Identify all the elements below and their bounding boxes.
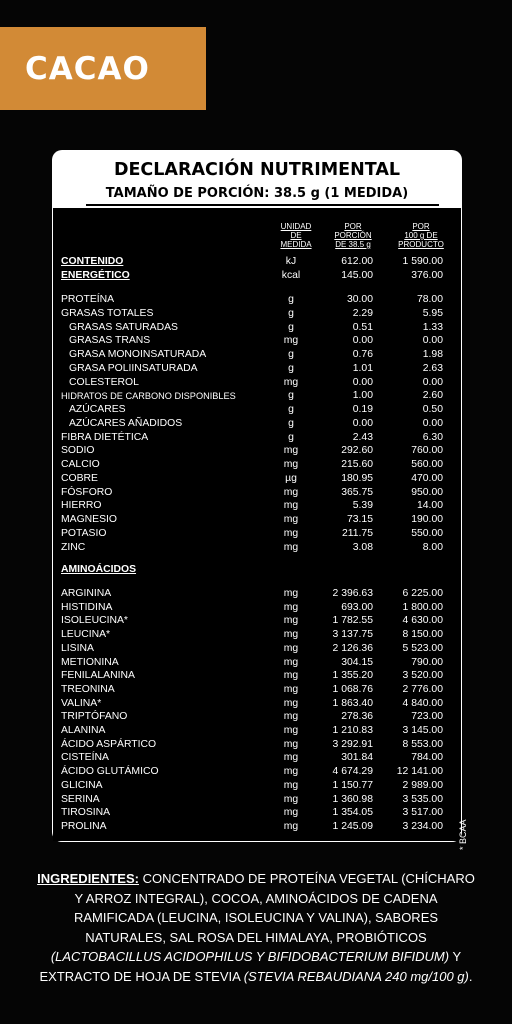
- row-label: ARGININA: [61, 588, 112, 599]
- row-unit: mg: [283, 821, 299, 832]
- row-per100: 1.98: [422, 349, 443, 360]
- row-unit: mg: [283, 615, 299, 626]
- row-label: GRASA MONOINSATURADA: [69, 349, 207, 360]
- ingredients-text: Y EXTRACTO DE HOJA DE STEVIA: [39, 949, 462, 984]
- row-portion: 1 360.98: [332, 794, 373, 805]
- row-label: MAGNESIO: [61, 514, 118, 525]
- row-portion: 693.00: [341, 602, 373, 613]
- row-unit: g: [288, 390, 294, 401]
- column-header-unit-line: UNIDAD: [280, 222, 312, 231]
- row-label: GRASAS TOTALES: [61, 308, 154, 319]
- row-portion: 3 137.75: [332, 629, 373, 640]
- row-per100: 3 535.00: [402, 794, 443, 805]
- row-per100: 723.00: [411, 711, 443, 722]
- row-unit: mg: [283, 500, 299, 511]
- column-header-unit-line: MEDIDA: [280, 240, 312, 249]
- row-label: TREONINA: [61, 684, 115, 695]
- row-portion: 1 068.76: [332, 684, 373, 695]
- row-unit: mg: [283, 657, 299, 668]
- row-per100: 376.00: [411, 270, 443, 281]
- row-unit: g: [288, 349, 294, 360]
- row-unit: mg: [283, 711, 299, 722]
- row-per100: 3 234.00: [402, 821, 443, 832]
- row-per100: 6 225.00: [402, 588, 443, 599]
- column-header-unit-line: DE: [290, 231, 302, 240]
- row-per100: 2 776.00: [402, 684, 443, 695]
- row-portion: 3 292.91: [332, 739, 373, 750]
- row-label: FÓSFORO: [61, 487, 113, 498]
- row-label: METIONINA: [61, 657, 119, 668]
- row-unit: mg: [283, 794, 299, 805]
- row-unit: mg: [283, 514, 299, 525]
- row-label: HISTIDINA: [61, 602, 113, 613]
- column-header-portion: [325, 222, 381, 249]
- row-label: ISOLEUCINA*: [61, 615, 128, 626]
- row-unit: mg: [283, 725, 299, 736]
- row-label: GRASAS SATURADAS: [69, 322, 178, 333]
- row-label: CISTEÍNA: [61, 752, 109, 763]
- row-unit: mg: [283, 684, 299, 695]
- row-portion: 1 210.83: [332, 725, 373, 736]
- flavor-banner: [0, 27, 206, 110]
- row-per100: 14.00: [416, 500, 443, 511]
- row-unit: g: [288, 418, 294, 429]
- row-portion: 0.51: [352, 322, 373, 333]
- row-label: GRASA POLIINSATURADA: [69, 363, 198, 374]
- row-portion: 2 396.63: [332, 588, 373, 599]
- row-portion: 145.00: [341, 270, 373, 281]
- row-unit: kcal: [281, 270, 301, 281]
- row-unit: g: [288, 308, 294, 319]
- row-portion: 1 782.55: [332, 615, 373, 626]
- column-header-per100-line: POR: [412, 222, 430, 231]
- row-label: CALCIO: [61, 459, 100, 470]
- row-per100: 0.00: [422, 335, 443, 346]
- row-unit: mg: [283, 629, 299, 640]
- row-per100: 5 523.00: [402, 643, 443, 654]
- row-portion: 1.01: [352, 363, 373, 374]
- energy-label: ENERGÉTICO: [61, 270, 130, 281]
- row-per100: 8 553.00: [402, 739, 443, 750]
- row-portion: 73.15: [346, 514, 373, 525]
- row-unit: g: [288, 363, 294, 374]
- row-portion: 292.60: [341, 445, 373, 456]
- row-unit: mg: [283, 643, 299, 654]
- column-header-portion-line: PORCIÓN: [334, 231, 372, 240]
- row-unit: mg: [283, 459, 299, 470]
- row-per100: 0.50: [422, 404, 443, 415]
- row-portion: 30.00: [346, 294, 373, 305]
- row-per100: 1 800.00: [402, 602, 443, 613]
- row-unit: mg: [283, 807, 299, 818]
- row-unit: mg: [283, 487, 299, 498]
- row-per100: 190.00: [411, 514, 443, 525]
- row-label: HIDRATOS DE CARBONO DISPONIBLES: [61, 391, 236, 401]
- row-label: COBRE: [61, 473, 98, 484]
- ingredients-text: CONCENTRADO DE PROTEÍNA VEGETAL (CHÍCHARO Y ARROZ INTEGRAL), COCOA, AMINOÁCIDOS DE CADENA RAMIFICADA (LEUCINA, ISOLEUCINA Y VALINA), SABORES NATURALES, SAL ROSA DEL HIMALAYA, PROBIÓTICOS: [73, 871, 475, 945]
- row-label: TIROSINA: [61, 807, 111, 818]
- energy-label: CONTENIDO: [61, 256, 124, 267]
- row-per100: 1 590.00: [402, 256, 443, 267]
- row-per100: 560.00: [411, 459, 443, 470]
- row-portion: 0.19: [352, 404, 373, 415]
- row-unit: µg: [285, 473, 297, 484]
- row-portion: 5.39: [352, 500, 373, 511]
- row-portion: 215.60: [341, 459, 373, 470]
- row-per100: 4 840.00: [402, 698, 443, 709]
- row-portion: 4 674.29: [332, 766, 373, 777]
- row-per100: 12 141.00: [396, 766, 443, 777]
- row-label: SODIO: [61, 445, 95, 456]
- row-unit: mg: [283, 752, 299, 763]
- row-unit: mg: [283, 528, 299, 539]
- column-header-unit: [271, 222, 321, 249]
- serving-size: TAMAÑO DE PORCIÓN: 38.5 g (1 MEDIDA): [105, 186, 409, 201]
- ingredients-text: .: [468, 968, 473, 984]
- row-label: PROTEÍNA: [61, 294, 115, 305]
- row-per100: 5.95: [422, 308, 443, 319]
- column-header-per100: [390, 222, 452, 249]
- row-label: ÁCIDO ASPÁRTICO: [61, 739, 157, 750]
- row-portion: 612.00: [341, 256, 373, 267]
- row-label: ZINC: [61, 542, 86, 553]
- row-portion: 1.00: [352, 390, 373, 401]
- column-header-per100-line: 100 g DE: [404, 231, 438, 240]
- column-header-portion-line: POR: [344, 222, 362, 231]
- row-per100: 790.00: [411, 657, 443, 668]
- row-label: AZÚCARES: [69, 404, 126, 415]
- row-portion: 1 863.40: [332, 698, 373, 709]
- row-portion: 1 150.77: [332, 780, 373, 791]
- row-label: FENILALANINA: [61, 670, 135, 681]
- serving-underline: [86, 204, 439, 206]
- row-unit: mg: [283, 602, 299, 613]
- row-unit: g: [288, 404, 294, 415]
- bcaa-note: * BCAA: [458, 819, 468, 850]
- row-label: ÁCIDO GLUTÁMICO: [61, 766, 159, 777]
- row-unit: mg: [283, 780, 299, 791]
- row-label: TRIPTÓFANO: [61, 711, 128, 722]
- row-portion: 0.00: [352, 418, 373, 429]
- row-label: VALINA*: [61, 698, 102, 709]
- row-label: SERINA: [61, 794, 100, 805]
- row-portion: 1 354.05: [332, 807, 373, 818]
- row-unit: mg: [283, 698, 299, 709]
- row-unit: mg: [283, 445, 299, 456]
- row-label: PROLINA: [61, 821, 107, 832]
- row-label: ALANINA: [61, 725, 106, 736]
- row-label: HIERRO: [61, 500, 102, 511]
- row-per100: 0.00: [422, 418, 443, 429]
- row-portion: 211.75: [341, 528, 373, 539]
- row-per100: 8 150.00: [402, 629, 443, 640]
- nutrition-title: DECLARACIÓN NUTRIMENTAL: [113, 160, 401, 180]
- row-unit: kJ: [285, 256, 297, 267]
- row-portion: 301.84: [341, 752, 373, 763]
- row-unit: mg: [283, 766, 299, 777]
- row-per100: 8.00: [422, 542, 443, 553]
- ingredients-block: [36, 869, 476, 986]
- aminoacids-heading: AMINOÁCIDOS: [61, 564, 137, 575]
- row-per100: 2 989.00: [402, 780, 443, 791]
- row-label: FIBRA DIETÉTICA: [61, 432, 149, 443]
- row-unit: g: [288, 322, 294, 333]
- ingredients-probiotics: (LACTOBACILLUS ACIDOPHILUS Y BIFIDOBACTERIUM BIFIDUM): [50, 949, 450, 964]
- row-portion: 0.76: [352, 349, 373, 360]
- row-per100: 550.00: [411, 528, 443, 539]
- row-portion: 0.00: [352, 335, 373, 346]
- row-label: COLESTEROL: [69, 377, 139, 388]
- row-per100: 2.60: [422, 390, 443, 401]
- row-label: AZÚCARES AÑADIDOS: [69, 418, 183, 429]
- row-label: GLICINA: [61, 780, 103, 791]
- row-label: LEUCINA*: [61, 629, 111, 640]
- row-per100: 950.00: [411, 487, 443, 498]
- row-unit: g: [288, 294, 294, 305]
- row-portion: 2.29: [352, 308, 373, 319]
- row-portion: 2 126.36: [332, 643, 373, 654]
- row-per100: 3 145.00: [402, 725, 443, 736]
- row-per100: 6.30: [422, 432, 443, 443]
- row-portion: 365.75: [341, 487, 373, 498]
- row-per100: 3 520.00: [402, 670, 443, 681]
- row-label: LISINA: [61, 643, 94, 654]
- row-unit: mg: [283, 588, 299, 599]
- ingredients-heading: INGREDIENTES:: [37, 871, 139, 886]
- row-portion: 1 245.09: [332, 821, 373, 832]
- row-per100: 78.00: [416, 294, 443, 305]
- row-unit: mg: [283, 670, 299, 681]
- row-unit: mg: [283, 542, 299, 553]
- row-unit: mg: [283, 377, 299, 388]
- row-portion: 304.15: [341, 657, 373, 668]
- ingredients-stevia: (STEVIA REBAUDIANA 240 mg/100 g): [243, 968, 469, 984]
- column-header-per100-line: PRODUCTO: [398, 240, 444, 249]
- row-per100: 760.00: [411, 445, 443, 456]
- row-portion: 2.43: [352, 432, 373, 443]
- row-portion: 0.00: [352, 377, 373, 388]
- row-per100: 1.33: [422, 322, 443, 333]
- row-portion: 180.95: [341, 473, 373, 484]
- column-header-portion-line: DE 38.5 g: [335, 240, 371, 249]
- row-per100: 784.00: [411, 752, 443, 763]
- row-label: POTASIO: [61, 528, 107, 539]
- row-per100: 470.00: [411, 473, 443, 484]
- row-per100: 3 517.00: [402, 807, 443, 818]
- row-portion: 3.08: [352, 542, 373, 553]
- row-portion: 278.36: [341, 711, 373, 722]
- row-portion: 1 355.20: [332, 670, 373, 681]
- row-unit: mg: [283, 335, 299, 346]
- row-per100: 2.63: [422, 363, 443, 374]
- row-unit: mg: [283, 739, 299, 750]
- flavor-label: CACAO: [25, 50, 150, 87]
- row-per100: 4 630.00: [402, 615, 443, 626]
- row-unit: g: [288, 432, 294, 443]
- row-label: GRASAS TRANS: [69, 335, 151, 346]
- row-per100: 0.00: [422, 377, 443, 388]
